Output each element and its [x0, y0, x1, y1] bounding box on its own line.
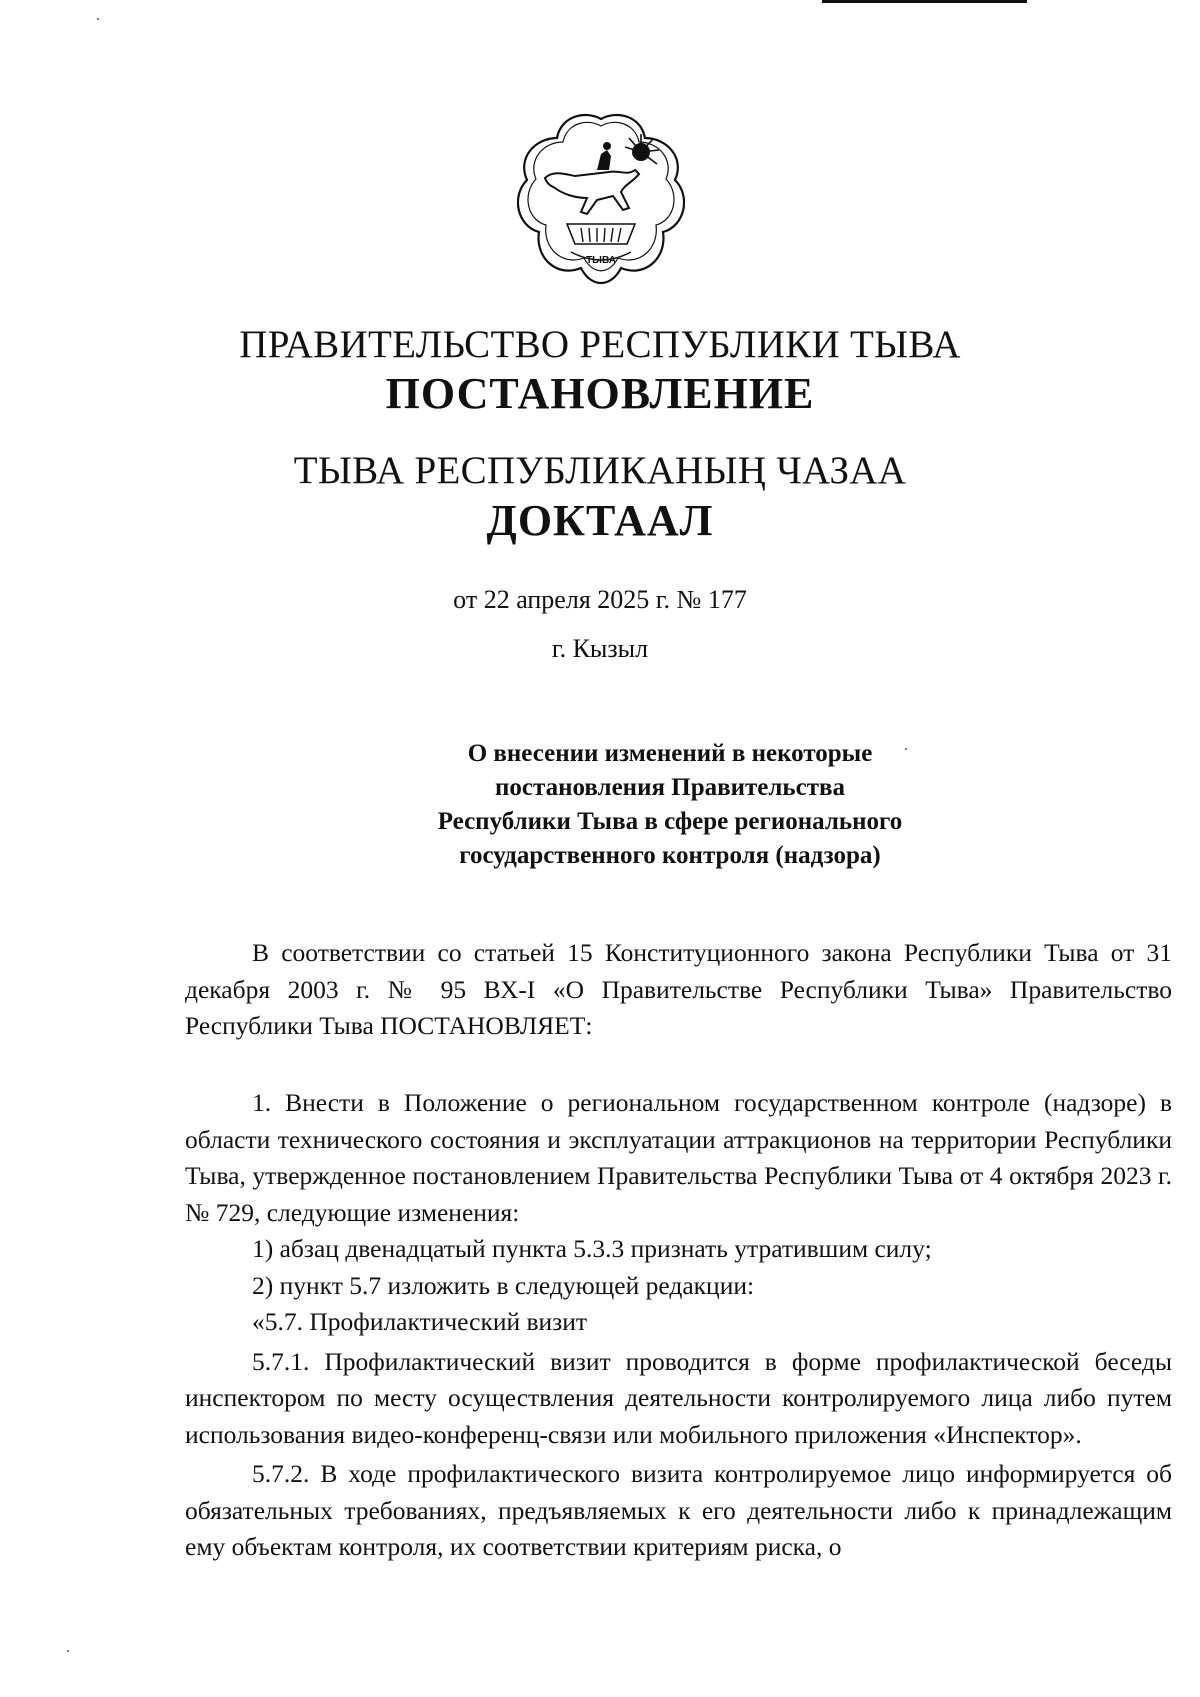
emblem-inscription: ТЫВА: [586, 255, 616, 266]
item-paragraph: 5.7.1. Профилактический визит проводится в форме профилактической беседы инспектором по месту осуществления деятельности контролируемого лица либо путем использования видео-конференц-связи или мобильного приложения «Инспектор».: [185, 1346, 1172, 1449]
item-paragraph: «5.7. Профилактический визит: [252, 1307, 588, 1336]
items-block: [185, 1085, 1172, 1566]
item-paragraph: 1) абзац двенадцатый пункта 5.3.3 признать утратившим силу;: [252, 1234, 932, 1263]
item-paragraph: 1. Внести в Положение о региональном государственном контроле (надзоре) в области технического состояния и эксплуатации аттракционов на территории Республики Тыва, утвержденное постановлением Правительства Республики Тыва от 4 октября 2023 г. № 729, следующие изменения:: [185, 1088, 1172, 1227]
document-type-ru: ПОСТАНОВЛЕНИЕ: [385, 369, 815, 418]
scan-speck: [97, 18, 99, 20]
preamble-block: [185, 935, 1172, 1045]
scan-speck: [67, 1650, 69, 1652]
document-city: г. Кызыл: [551, 634, 649, 663]
subject-line: О внесении изменений в некоторые: [467, 740, 873, 767]
subject-line: постановления Правительства: [495, 774, 845, 801]
subject-line: государственного контроля (надзора): [459, 842, 881, 869]
government-title-tu: ТЫВА РЕСПУБЛИКАНЫҢ ЧАЗАА: [293, 449, 907, 492]
preamble-paragraph: В соответствии со статьей 15 Конституционного закона Республики Тыва от 31 декабря 2003 г. № 95 ВХ-I «О Правительстве Республики Тыва» Правительство Республики Тыва ПОСТАНОВЛЯЕТ:: [185, 938, 1172, 1040]
item-paragraph: 5.7.2. В ходе профилактического визита контролируемое лицо информируется об обязательных требованиях, предъявляемых к его деятельности либо к принадлежащим ему объектам контроля, их соответствии критериям риска, о: [185, 1459, 1172, 1561]
document-type-tu: ДОКТААЛ: [486, 496, 714, 545]
item-paragraph: 2) пункт 5.7 изложить в следующей редакции:: [252, 1270, 755, 1300]
top-edge-rule: [822, 0, 1027, 3]
document-date-number: от 22 апреля 2025 г. № 177: [453, 585, 747, 614]
tuva-coat-of-arms-icon: [517, 112, 685, 287]
document-subject: [360, 737, 980, 873]
subject-line: Республики Тыва в сфере регионального: [437, 808, 903, 835]
government-title-ru: ПРАВИТЕЛЬСТВО РЕСПУБЛИКИ ТЫВА: [239, 323, 961, 366]
